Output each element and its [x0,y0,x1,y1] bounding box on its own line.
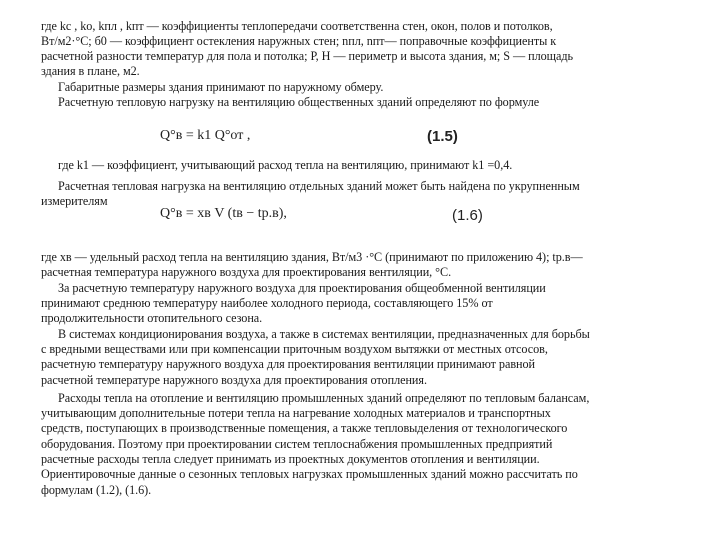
text-line: где kс , kо, kпл , kпт — коэффициенты теплопередачи соответственна стен, окон, полов и потолков, [41,19,553,33]
text-line: оборудования. Поэтому при проектировании систем теплоснабжения промышленных предприятий [41,437,553,451]
text-line: средств, поступающих в производственные помещения, а также тепловыделения от технологического [41,421,568,435]
text-line: где хв — удельный расход тепла на вентиляцию здания, Вт/м3 ·°С (принимают по приложению 4); tр.в— [41,250,583,264]
text-line: Габаритные размеры здания принимают по наружному обмеру. [58,80,384,94]
text-line: измерителям [41,194,108,208]
text-line: Вт/м2·°С; б0 — коэффициент остекления наружных стен; nпл, nпт— поправочные коэффициенты к [41,34,557,48]
text-line: учитывающим дополнительные потери тепла на нагревание холодных материалов и транспортных [41,406,551,420]
text-line: расчетную температуру наружного воздуха для проектирования вентиляции принимают равной [41,357,536,371]
text-line: расчетной разности температур для пола и потолка; Р, Н — периметр и высота здания, м; S — площадь [41,49,573,63]
text-line: расчетная температура наружного воздуха для проектирования вентиляции, °С. [41,265,452,279]
text-line: принимают среднюю температуру наиболее холодного периода, составляющего 15% от [41,296,493,310]
text-line: где k1 — коэффициент, учитывающий расход тепла на вентиляцию, принимают k1 =0,4. [58,158,513,172]
text-line: За расчетную температуру наружного воздуха для проектирования общеобменной вентиляции [58,281,546,295]
text-line: с вредными веществами или при компенсации приточным воздухом вытяжки от местных отсосов, [41,342,548,356]
text-line: Расходы тепла на отопление и вентиляцию промышленных зданий определяют по тепловым балансам, [58,391,590,405]
text-line: формулам (1.2), (1.6). [41,483,152,497]
formula-1-5: Q°в = k1 Q°от , [160,128,251,143]
text-line: здания в плане, м2. [41,64,140,78]
text-line: Ориентировочные данные о сезонных тепловых нагрузках промышленных зданий можно рассчитать по [41,467,578,481]
formula-number-1-5: (1.5) [427,128,458,145]
text-line: расчетной температуре наружного воздуха для проектирования отопления. [41,373,427,387]
formula-number-1-6: (1.6) [452,207,483,224]
text-line: В системах кондиционирования воздуха, а также в системах вентиляции, предназначенных для борьбы [58,327,590,341]
text-line: расчетные расходы тепла следует принимать из проектных документов отопления и вентиляции. [41,452,540,466]
text-line: Расчетную тепловую нагрузку на вентиляцию общественных зданий определяют по формуле [58,95,540,109]
formula-1-6: Q°в = xв V (tв − tр.в), [160,206,287,221]
text-line: Расчетная тепловая нагрузка на вентиляцию отдельных зданий может быть найдена по укрупненным [58,179,580,193]
text-line: продолжительности отопительного сезона. [41,311,263,325]
